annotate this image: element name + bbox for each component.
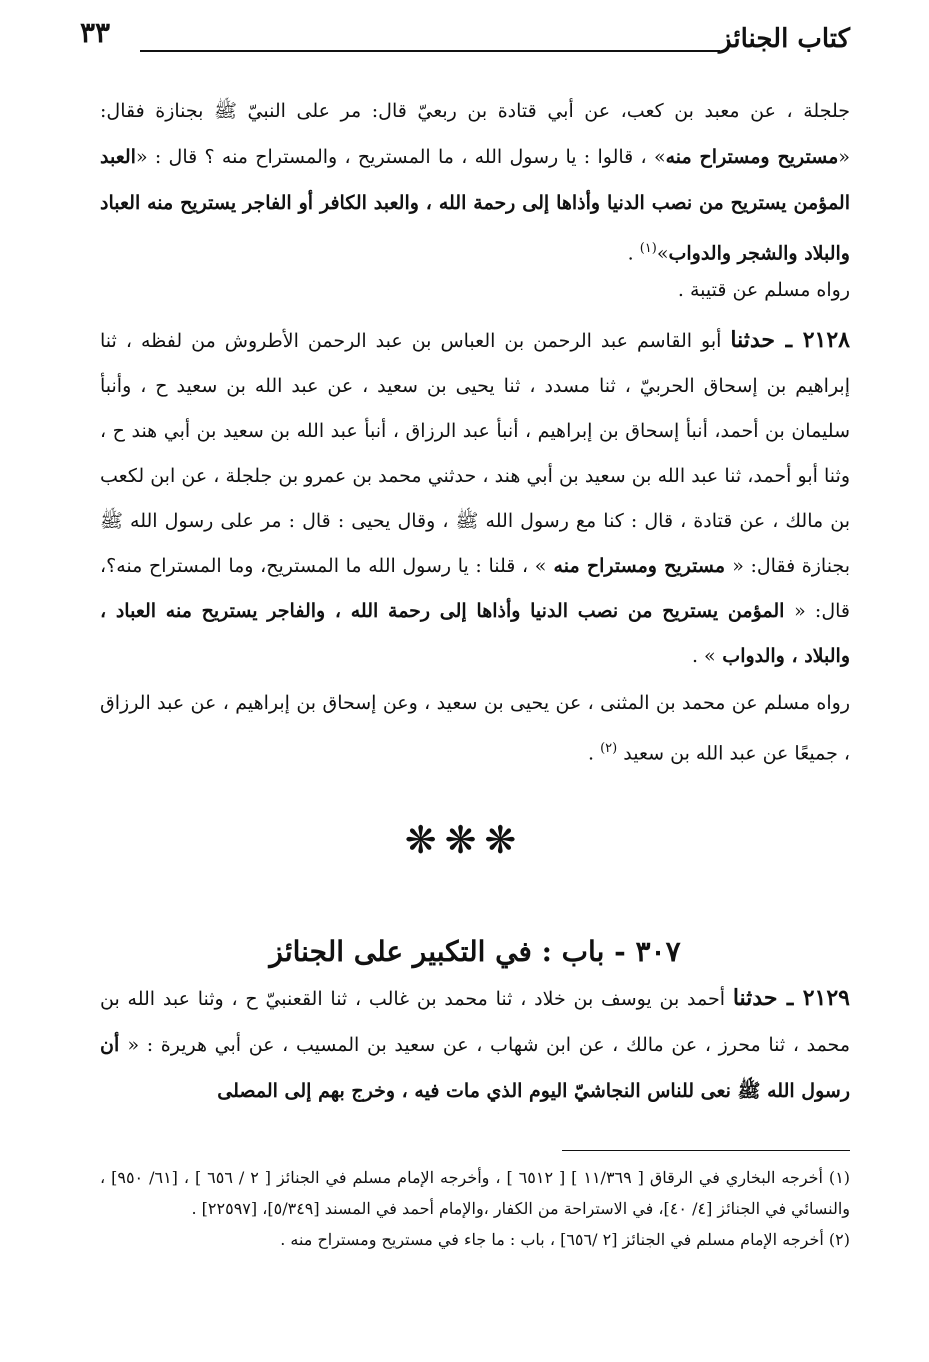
prophetic-text: مستريح ومستراح منه [665,146,839,168]
text-segment: » ، قلنا : يا رسول الله ما المستريح، وما المستراح منه؟، قال: « [100,555,850,622]
page-header [80,14,850,64]
prophetic-text: المؤمن يستريح من نصب الدنيا وأذاها إلى رحمة الله ، والفاجر يستريح منه العباد ، والبلاد ، والدواب [100,600,850,667]
hadith-2128 [100,318,850,679]
riwaya-note: رواه مسلم عن قتيبة . [677,279,850,301]
text-segment: . [588,742,601,765]
footnote-ref: (٢) [600,741,618,756]
chapter-title: ٣٠٧ - باب : في التكبير على الجنائز [269,935,681,968]
text-segment: » ، قالوا : يا رسول الله ، ما المستريح ، والمستراح منه ؟ قال : « [135,146,666,168]
header-rule [140,50,720,52]
section-separator: ❋❋❋ [404,818,525,862]
text-segment: أحمد بن يوسف بن خلاد ، ثنا محمد بن غالب ، ثنا القعنبيّ ح ، وثنا عبد الله بن محمد ، ثنا محرز ، عن مالك ، عن ابن شهاب ، عن سعيد بن المسيب ، عن أبي هريرة : « [100,988,851,1056]
page-number: ٣٣ [80,16,111,49]
prophetic-text: أن رسول الله ﷺ نعى للناس النجاشيّ اليوم الذي مات فيه ، وخرج بهم إلى المصلى [100,1034,850,1102]
running-title: كتاب الجنائز [719,24,850,54]
footnote-1: (١) أخرجه البخاري في الرقاق [ ١١/٣٦٩ ] [ ٦٥١٢ ] ، وأخرجه الإمام مسلم في الجنائز [ ٢ / ٦٥٦ ] ، [٦١/ ٩٥٠] ، والنسائي في الجنائز [٤/ ٤٠]، في الاستراحة من الكفار ،والإمام أحمد في المسند [٥/٣٤٩]، [٢٢٥٩٧] . [100,1168,851,1218]
hadith-2129 [100,975,850,1114]
footnote-rule [562,1150,850,1151]
text-segment: أبو القاسم عبد الرحمن بن العباس بن عبد الرحمن الأطروش من لفظه ، ثنا إبراهيم بن إسحاق الحربيّ ، ثنا مسدد ، ثنا يحيى بن سعيد ، عن عبد الله بن سعيد ح ، وأنبأ سليمان بن أحمد، أنبأ إسحاق بن إبراهيم ، أنبأ عبد الرزاق ، أنبأ عبد الله بن سعيد بن أبي هند ح ، وثنا أبو أحمد، ثنا عبد الله بن سعيد بن أبي هند ، حدثني محمد بن عمرو بن جلجلة ، عن ابن لكعب بن مالك ، عن قتادة ، قال : كنا مع رسول الله ﷺ ، وقال يحيى : قال : مر على رسول الله ﷺ بجنازة فقال: « [100,330,850,577]
footnotes [100,1162,850,1255]
hadith-continuation [100,88,850,276]
text-segment: » [656,242,669,265]
text-segment: رواه مسلم عن محمد بن المثنى ، عن يحيى بن سعيد ، وعن إسحاق بن إبراهيم ، عن عبد الرزاق ، جميعًا عن عبد الله بن سعيد [100,692,850,765]
prophetic-text: مستريح ومستراح منه [546,555,733,577]
riwaya-note-2 [100,680,850,776]
text-segment: جلجلة ، عن معبد بن كعب، عن أبي قتادة بن ربعيّ قال: مر على النبيّ ﷺ بجنازة فقال: « [100,100,850,168]
text-segment: . [627,242,640,265]
footnote-ref: (١) [639,241,657,256]
text-segment: » . [691,645,716,667]
footnote-2: (٢) أخرجه الإمام مسلم في الجنائز [٢ /٦٥٦] ، باب : ما جاء في مستريح ومستراح منه . [280,1230,850,1249]
prophetic-text: العبد المؤمن يستريح من نصب الدنيا وأذاها إلى رحمة الله ، والعبد الكافر أو الفاجر يستريح منه العباد والبلاد والشجر والدواب [100,146,850,265]
hadith-number: ٢١٢٨ ـ حدثنا [730,327,850,353]
hadith-number: ٢١٢٩ ـ حدثنا [732,985,850,1011]
